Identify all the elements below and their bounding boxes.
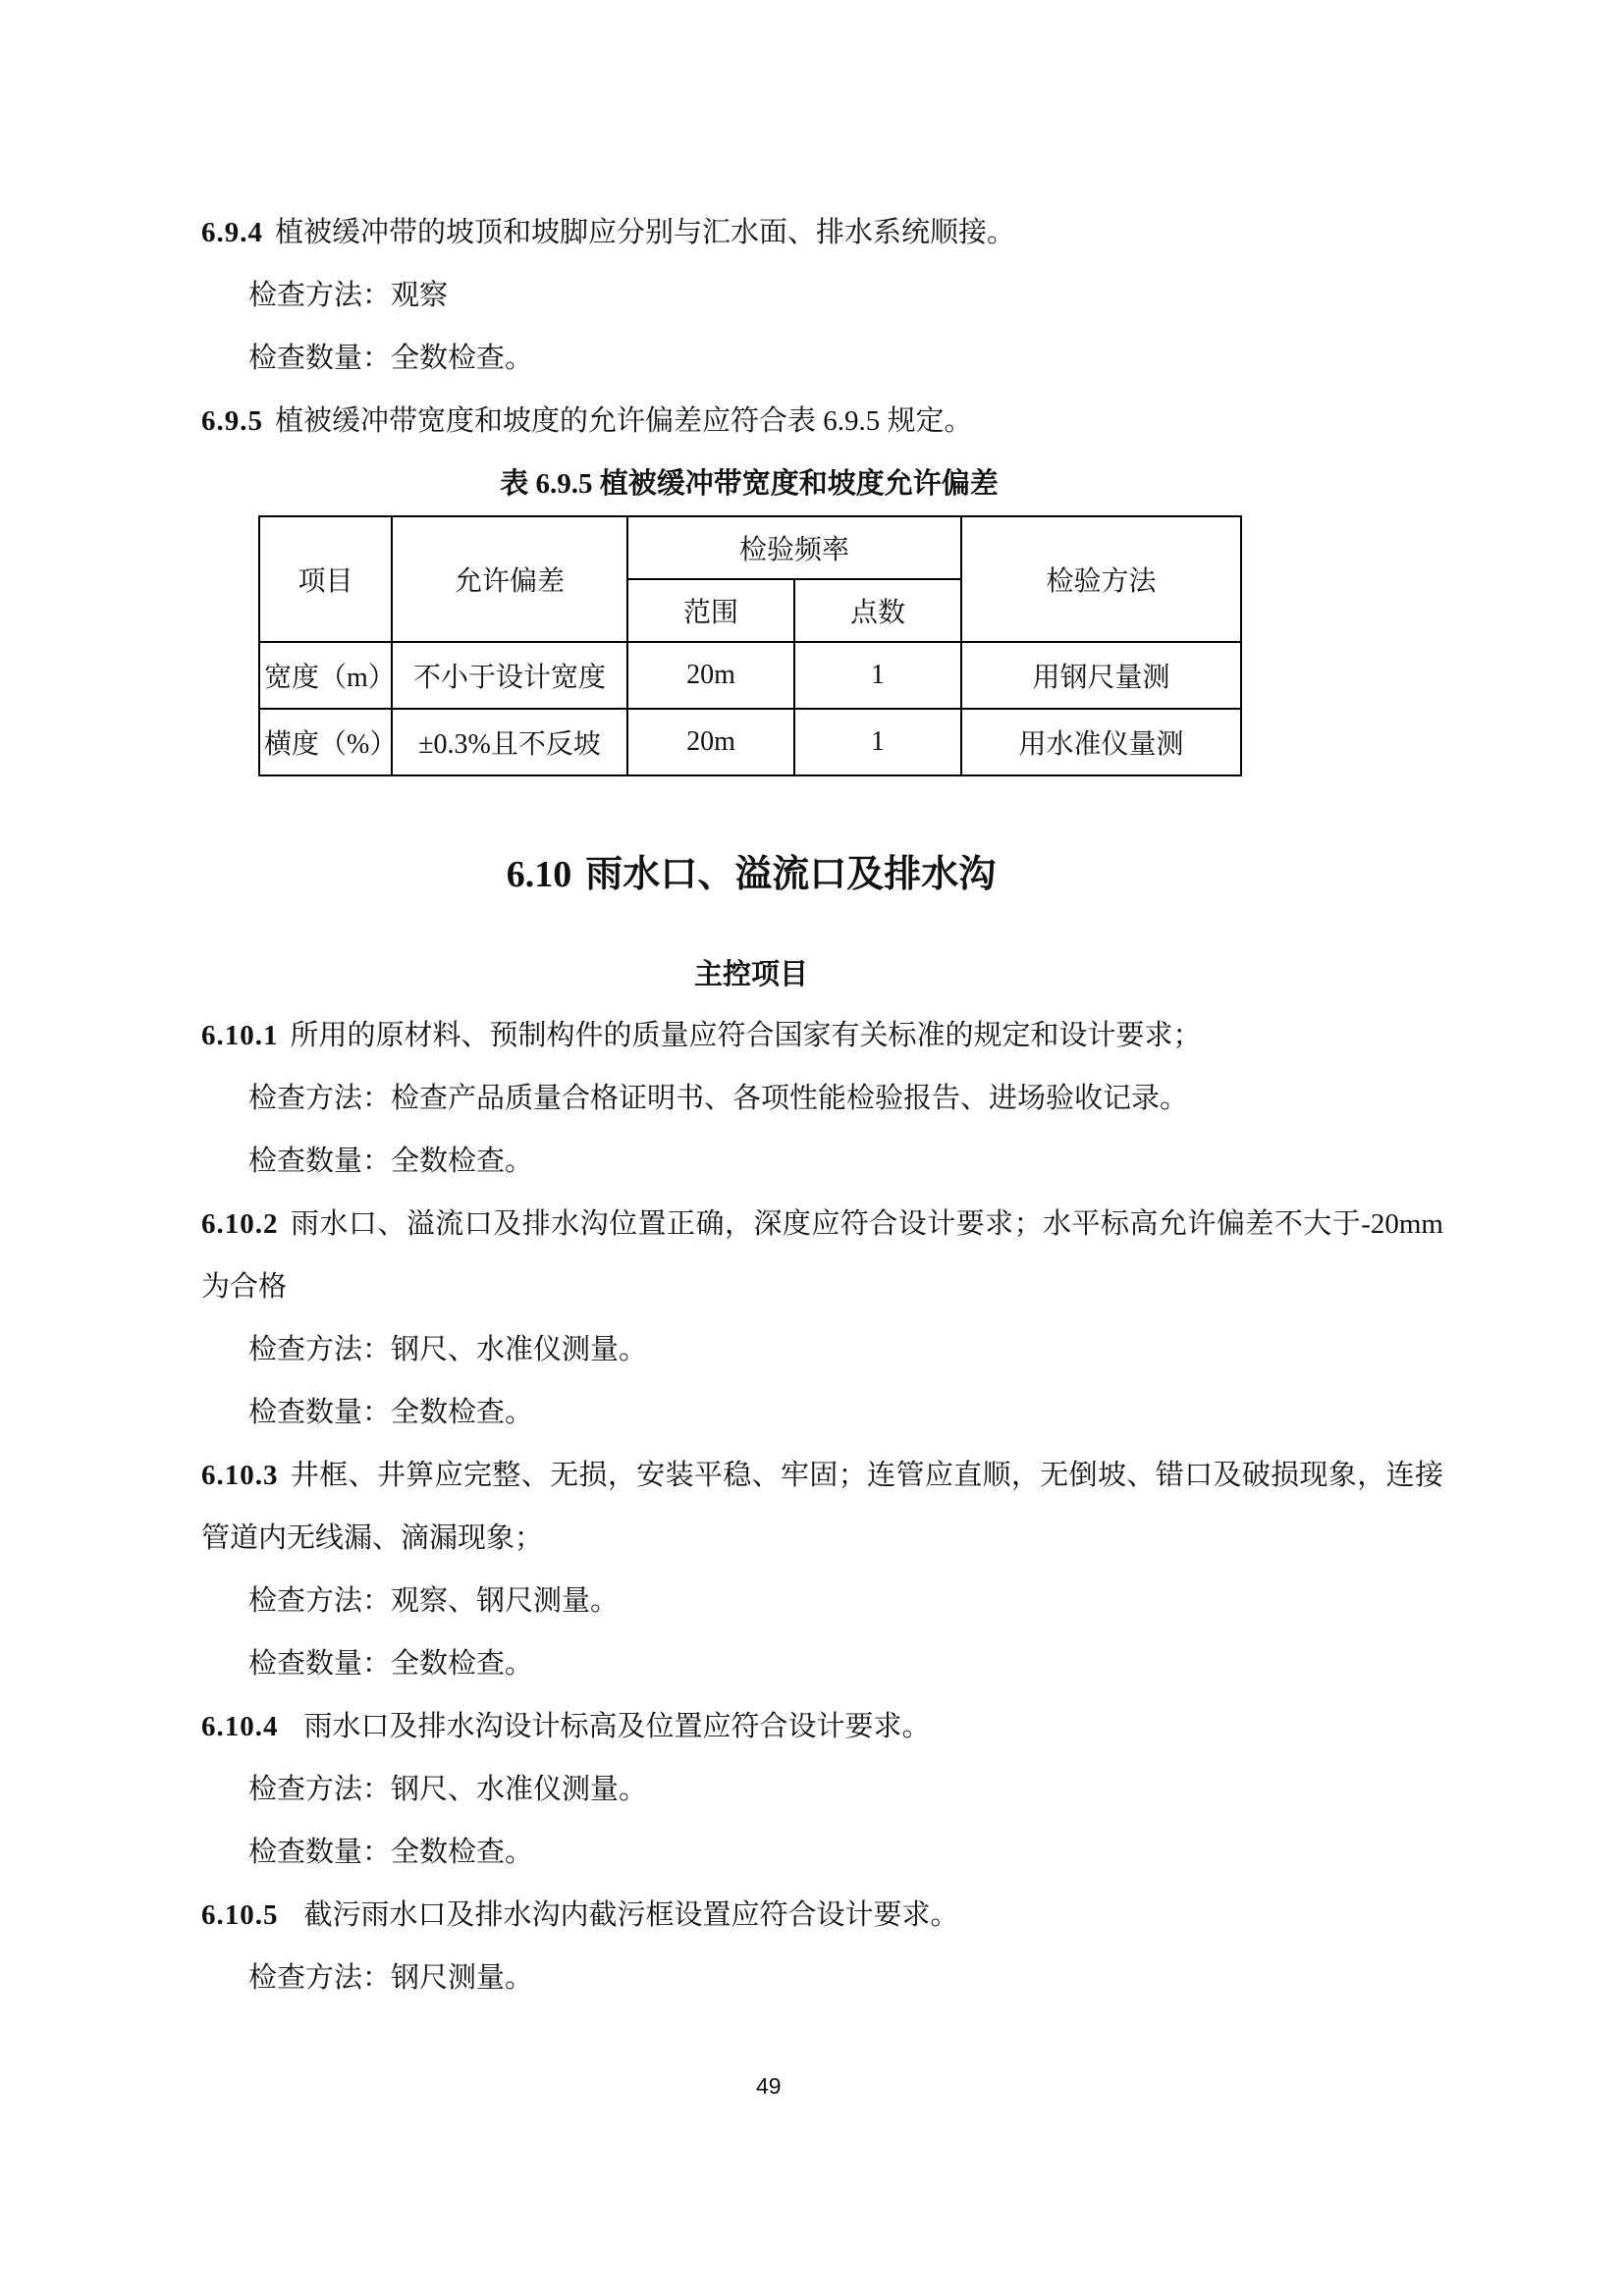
page-content <box>201 201 1443 2009</box>
clause-6-10-5 <box>201 1884 1443 1947</box>
clause-number: 6.10.5 <box>201 1899 279 1931</box>
table-row <box>259 642 1241 709</box>
check-quantity-text: 检查数量：全数检查。 <box>248 1837 534 1868</box>
check-method-line <box>201 264 1443 327</box>
clause-6-10-2 <box>201 1193 1443 1318</box>
clause-text: 植被缓冲带宽度和坡度的允许偏差应符合表 6.9.5 规定。 <box>275 405 973 437</box>
header-frequency: 检验频率 <box>627 516 961 579</box>
check-method-text: 检查方法：钢尺、水准仪测量。 <box>248 1774 648 1805</box>
chapter-heading-wrap <box>201 835 1301 1004</box>
header-range: 范围 <box>627 579 794 642</box>
cell-method: 用钢尺量测 <box>961 642 1241 709</box>
check-quantity-line <box>201 1632 1443 1695</box>
clause-number: 6.10.4 <box>201 1711 279 1742</box>
cell-item: 宽度（m） <box>259 642 392 709</box>
subheading-main-control-items: 主控项目 <box>693 959 808 990</box>
cell-tolerance: 不小于设计宽度 <box>392 642 627 709</box>
check-quantity-line <box>201 1381 1443 1444</box>
clause-6-9-4 <box>201 201 1443 264</box>
header-tolerance: 允许偏差 <box>392 516 627 642</box>
header-method: 检验方法 <box>961 516 1241 642</box>
cell-tolerance: ±0.3%且不反坡 <box>392 709 627 775</box>
chapter-title: 雨水口、溢流口及排水沟 <box>585 854 997 895</box>
header-points: 点数 <box>794 579 961 642</box>
check-quantity-text: 检查数量：全数检查。 <box>248 343 534 374</box>
check-method-text: 检查方法：检查产品质量合格证明书、各项性能检验报告、进场验收记录。 <box>248 1083 1189 1114</box>
table-header-row-1 <box>259 516 1241 579</box>
chapter-number: 6.10 <box>506 854 572 895</box>
check-quantity-line <box>201 1130 1443 1193</box>
check-method-line <box>201 1067 1443 1130</box>
cell-method: 用水准仪量测 <box>961 709 1241 775</box>
header-item: 项目 <box>259 516 392 642</box>
check-method-text: 检查方法：观察、钢尺测量。 <box>248 1585 620 1617</box>
chapter-heading <box>201 835 1301 914</box>
clause-text: 雨水口、溢流口及排水沟位置正确，深度应符合设计要求；水平标高允许偏差不大于-20mm 为合格 <box>201 1208 1443 1303</box>
clause-6-10-4 <box>201 1695 1443 1758</box>
check-method-line <box>201 1318 1443 1381</box>
check-quantity-line <box>201 327 1443 390</box>
cell-range: 20m <box>627 642 794 709</box>
cell-points: 1 <box>794 709 961 775</box>
clause-number: 6.10.1 <box>201 1020 279 1051</box>
check-method-line <box>201 1570 1443 1632</box>
cell-range: 20m <box>627 709 794 775</box>
check-method-text: 检查方法：钢尺、水准仪测量。 <box>248 1334 648 1365</box>
clause-number: 6.9.4 <box>201 217 263 248</box>
check-quantity-text: 检查数量：全数检查。 <box>248 1648 534 1680</box>
check-quantity-text: 检查数量：全数检查。 <box>248 1397 534 1428</box>
check-quantity-text: 检查数量：全数检查。 <box>248 1146 534 1177</box>
table-title: 表 6.9.5 植被缓冲带宽度和坡度允许偏差 <box>500 468 999 500</box>
check-method-line <box>201 1947 1443 2009</box>
clause-6-9-5 <box>201 390 1443 453</box>
clause-text: 所用的原材料、预制构件的质量应符合国家有关标准的规定和设计要求； <box>290 1020 1202 1051</box>
check-quantity-line <box>201 1821 1443 1884</box>
page-number: 49 <box>756 2073 782 2099</box>
clause-text: 井框、井箅应完整、无损，安装平稳、牢固；连管应直顺，无倒坡、错口及破损现象，连接管道内无线漏、滴漏现象； <box>201 1460 1443 1554</box>
clause-number: 6.10.3 <box>201 1460 279 1491</box>
check-method-line <box>201 1758 1443 1821</box>
cell-points: 1 <box>794 642 961 709</box>
check-method-text: 检查方法：钢尺测量。 <box>248 1962 534 1994</box>
clause-number: 6.10.2 <box>201 1208 279 1240</box>
check-method-text: 检查方法：观察 <box>248 280 449 311</box>
clause-number: 6.9.5 <box>201 405 263 437</box>
clause-text: 雨水口及排水沟设计标高及位置应符合设计要求。 <box>303 1711 931 1742</box>
cell-item: 横度（%） <box>259 709 392 775</box>
clause-6-10-3 <box>201 1444 1443 1570</box>
tolerance-table-block <box>258 453 1240 776</box>
clause-text: 截污雨水口及排水沟内截污框设置应符合设计要求。 <box>303 1899 959 1931</box>
clause-6-10-1 <box>201 1004 1443 1067</box>
table-row <box>259 709 1241 775</box>
clause-text: 植被缓冲带的坡顶和坡脚应分别与汇水面、排水系统顺接。 <box>275 217 1016 248</box>
tolerance-table <box>258 515 1242 776</box>
